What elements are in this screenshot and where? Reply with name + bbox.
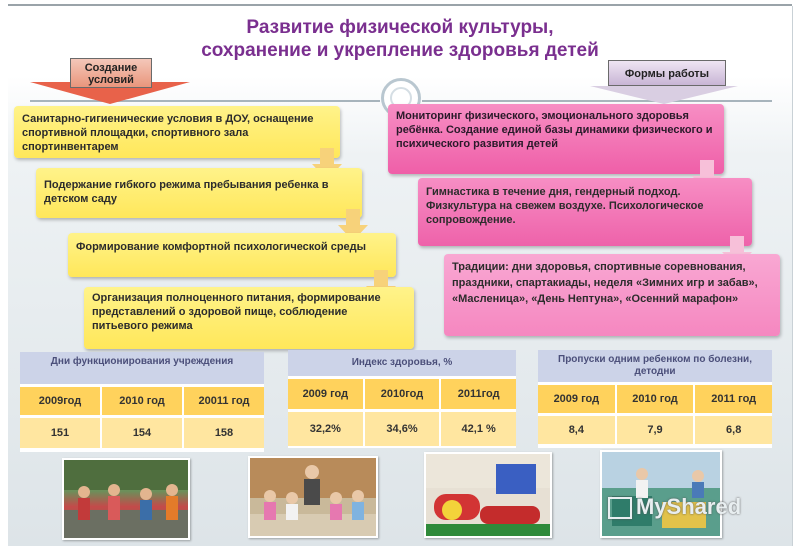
page-title (0, 16, 800, 62)
title-line-2: сохранение и укрепление здоровья детей (201, 40, 599, 61)
table-year-row (288, 379, 516, 409)
table-cell: 20011 год (198, 395, 250, 407)
table-header: Дни функционирования учреждения (20, 352, 264, 384)
table-functioning-days (20, 352, 264, 452)
table-cell: 8,4 (538, 416, 617, 444)
photo-kids-in-gym (248, 456, 378, 538)
table-cell: 2009год (20, 387, 102, 415)
conditions-header-label: Создание условий (70, 58, 152, 88)
table-cell: 2009 год (538, 385, 617, 413)
photo-figures (250, 458, 376, 536)
table-value-row (20, 418, 264, 448)
condition-card-1: Санитарно-гигиенические условия в ДОУ, оснащение спортивной площадки, спортивного зала спортинвентарем (14, 106, 340, 158)
table-cell: 154 (102, 418, 184, 448)
table-cell: 2010 год (102, 387, 184, 415)
forms-card-1: Мониторинг физического, эмоционального здоровья ребёнка. Создание единой базы динамики физического и психического развития детей (388, 104, 724, 174)
table-health-index (288, 350, 516, 448)
photo-figures (426, 454, 550, 536)
table-year-row (20, 387, 264, 415)
table-cell: 6,8 (726, 424, 742, 436)
forms-card-2: Гимнастика в течение дня, гендерный подход. Физкультура на свежем воздухе. Психологическое сопровождение. (418, 178, 752, 246)
watermark-text: MyShared (636, 494, 742, 519)
forms-header-label: Формы работы (608, 60, 726, 86)
table-header: Пропуски одним ребенком по болезни, детодни (538, 350, 772, 382)
table-cell: 2010год (365, 379, 442, 409)
photo-soft-play-equipment (424, 452, 552, 538)
photo-kids-exercising-outdoors (62, 458, 190, 540)
watermark-logo (608, 494, 741, 520)
table-year-row (538, 385, 772, 413)
forms-card-3: Традиции: дни здоровья, спортивные соревнования, праздники, спартакиады, неделя «Зимних игр и забав», «Масленица», «День Нептуна», «Осенний марафон» (444, 254, 780, 336)
condition-card-2: Подержание гибкого режима пребывания ребенка в детском саду (36, 168, 362, 218)
table-cell: 158 (214, 427, 234, 439)
title-line-1: Развитие физической культуры, (246, 17, 554, 38)
table-value-row (538, 416, 772, 444)
table-cell: 34,6% (365, 412, 442, 446)
condition-card-3: Формирование комфортной психологической среды (68, 233, 396, 277)
table-sick-days (538, 350, 772, 448)
presentation-icon (608, 497, 632, 519)
condition-card-4: Организация полноценного питания, формирование представлений о здоровой пище, соблюдение питьевого режима (84, 287, 414, 349)
table-cell: 151 (20, 418, 102, 448)
table-cell: 2011 год (711, 393, 757, 405)
photo-figures (64, 460, 188, 538)
table-cell: 2009 год (288, 379, 365, 409)
table-cell: 32,2% (288, 412, 365, 446)
table-value-row (288, 412, 516, 446)
table-cell: 7,9 (617, 416, 696, 444)
table-cell: 2011год (457, 388, 500, 400)
table-cell: 2010 год (617, 385, 696, 413)
table-header: Индекс здоровья, % (288, 350, 516, 376)
table-cell: 42,1 % (461, 423, 496, 435)
